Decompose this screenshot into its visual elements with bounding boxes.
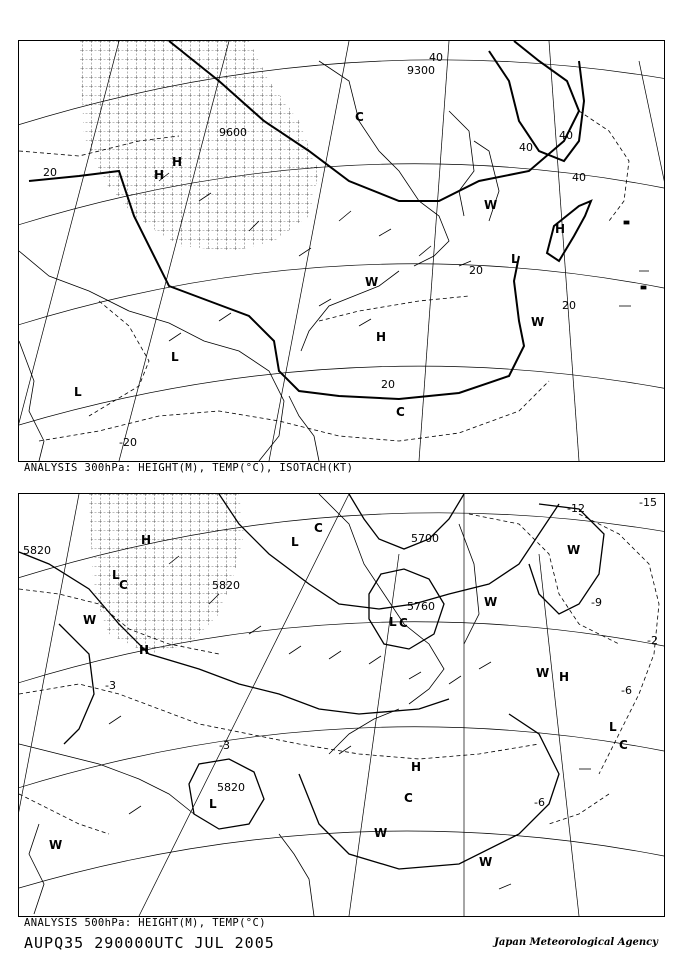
cold-center-symbol: C xyxy=(314,521,323,535)
isotherm-label: -2 xyxy=(647,634,658,647)
low-pressure-symbol: L xyxy=(291,535,299,549)
high-pressure-symbol: H xyxy=(559,670,570,684)
cold-center-symbol: C xyxy=(399,616,408,630)
high-pressure-symbol: H xyxy=(141,533,152,547)
isotherm-label: -6 xyxy=(534,796,545,809)
warm-center-symbol: W xyxy=(49,838,63,852)
isotach-label: 40 xyxy=(519,141,533,154)
warm-center-symbol: W xyxy=(484,198,498,212)
isotherm-label: -20 xyxy=(119,436,137,449)
isotach-label: 20 xyxy=(43,166,57,179)
high-pressure-symbol: H xyxy=(172,155,183,169)
chart-caption-300hpa: ANALYSIS 300hPa: HEIGHT(M), TEMP(°C), ISOTACH(KT) xyxy=(24,462,354,474)
isotach-label: 40 xyxy=(429,51,443,64)
low-pressure-symbol: L xyxy=(609,720,617,734)
chart-caption-500hpa: ANALYSIS 500hPa: HEIGHT(M), TEMP(°C) xyxy=(24,917,266,929)
low-pressure-symbol: L xyxy=(171,350,179,364)
isotach-label: 20 xyxy=(562,299,576,312)
high-pressure-symbol: H xyxy=(411,760,422,774)
warm-center-symbol: W xyxy=(83,613,97,627)
warm-center-symbol: W xyxy=(374,826,388,840)
height-label: 5820 xyxy=(217,781,245,794)
high-pressure-symbol: H xyxy=(154,168,165,182)
low-pressure-symbol: L xyxy=(112,568,120,582)
high-pressure-symbol: H xyxy=(555,222,566,236)
bulletin-code: AUPQ35 290000UTC JUL 2005 xyxy=(24,934,275,952)
warm-center-symbol: W xyxy=(365,275,379,289)
isotherm-label: -3 xyxy=(219,739,230,752)
isotherm-label: -3 xyxy=(105,679,116,692)
coastlines xyxy=(19,494,479,916)
isotach-label: 40 xyxy=(572,171,586,184)
isotach-hatched-area xyxy=(79,41,319,251)
warm-center-symbol: W xyxy=(484,595,498,609)
low-pressure-symbol: L xyxy=(74,385,82,399)
isotherm-label: -15 xyxy=(639,496,657,509)
low-pressure-symbol: L xyxy=(511,252,519,266)
warm-center-symbol: W xyxy=(531,315,545,329)
warm-center-symbol: W xyxy=(536,666,550,680)
height-label: 5820 xyxy=(23,544,51,557)
cold-center-symbol: C xyxy=(355,110,364,124)
low-pressure-symbol: L xyxy=(209,797,217,811)
isotach-label: 20 xyxy=(469,264,483,277)
height-label: 5820 xyxy=(212,579,240,592)
high-pressure-symbol: H xyxy=(139,643,150,657)
low-pressure-symbol: L xyxy=(389,615,397,629)
cold-center-symbol: C xyxy=(119,578,128,592)
map-300hpa-drawing xyxy=(19,41,664,461)
agency-name: Japan Meteorological Agency xyxy=(494,937,658,948)
isotherm-label: -12 xyxy=(567,502,585,515)
high-pressure-symbol: H xyxy=(376,330,387,344)
map-500hpa-drawing xyxy=(19,494,664,916)
height-label: 9300 xyxy=(407,64,435,77)
isotach-label: 20 xyxy=(381,378,395,391)
height-label: 9600 xyxy=(219,126,247,139)
map-500hpa xyxy=(18,493,665,917)
isotach-label: 40 xyxy=(559,129,573,142)
cold-center-symbol: C xyxy=(619,738,628,752)
warm-center-symbol: W xyxy=(567,543,581,557)
height-label: 5760 xyxy=(407,600,435,613)
isotherm-label: -9 xyxy=(591,596,602,609)
map-300hpa xyxy=(18,40,665,462)
cold-center-symbol: C xyxy=(404,791,413,805)
warm-center-symbol: W xyxy=(479,855,493,869)
isotherm-label: -6 xyxy=(621,684,632,697)
height-label: 5700 xyxy=(411,532,439,545)
cold-center-symbol: C xyxy=(396,405,405,419)
